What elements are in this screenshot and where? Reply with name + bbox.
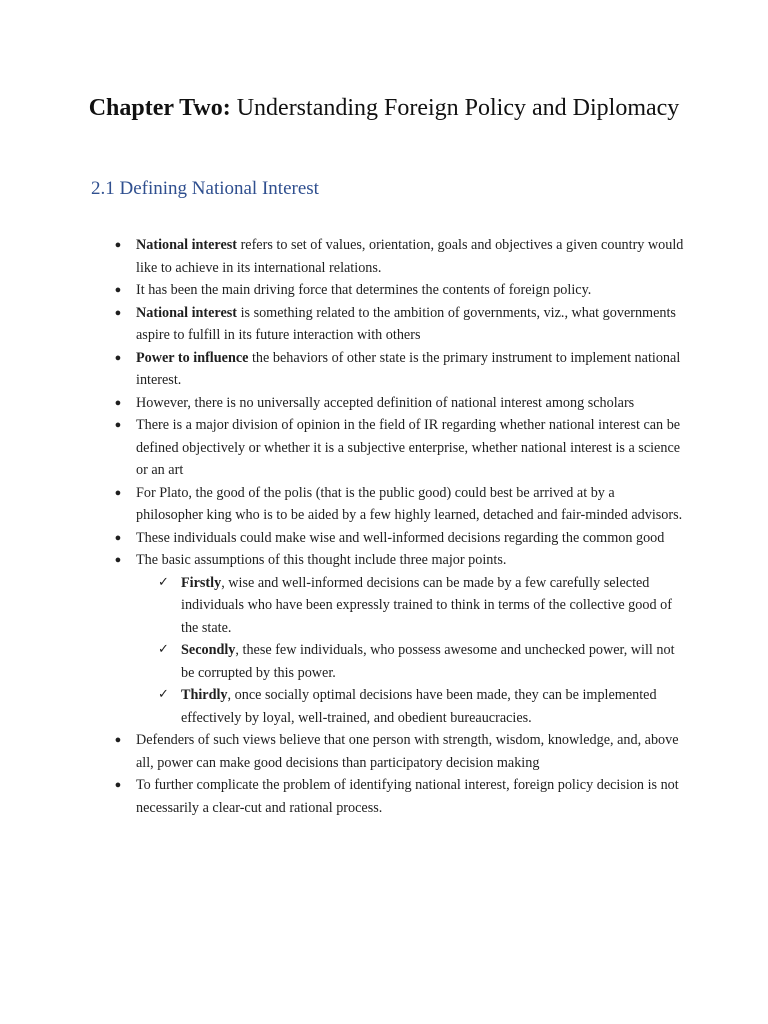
bullet-marker-icon: ●	[114, 486, 122, 499]
bullet-marker-icon: ●	[114, 306, 122, 319]
assumption-item	[136, 572, 684, 640]
bullet-text: Defenders of such views believe that one person with strength, wisdom, knowledge, and, above all, power can make good decisions than participatory decision making	[136, 732, 679, 771]
bullet-item	[0, 279, 768, 302]
bullet-marker-icon: ●	[114, 396, 122, 409]
bullet-marker-icon: ●	[114, 779, 122, 791]
bullet-item	[0, 527, 768, 550]
bullet-bold-term: Power to influence	[136, 349, 249, 366]
assumption-item	[136, 639, 684, 684]
assumption-text: , once socially optimal decisions have been made, they can be implemented effectively by loyal, well-trained, and obedient bureaucracies.	[181, 687, 657, 726]
assumption-bold-term: Firstly	[181, 574, 222, 591]
bullet-item	[0, 774, 768, 819]
bullet-text: It has been the main driving force that determines the contents of foreign policy.	[136, 282, 592, 298]
bullet-text: is something related to the ambition of governments, viz., what governments aspire to fulfill in its future interaction with others	[136, 304, 676, 343]
assumption-item	[136, 684, 684, 729]
bullet-item	[0, 392, 768, 415]
bullet-bold-term: National interest	[136, 237, 238, 253]
checkmark-icon: ✓	[158, 574, 169, 590]
bullet-bold-term: National interest	[136, 304, 238, 321]
bullet-text: The basic assumptions of this thought include three major points.	[136, 552, 507, 568]
bullet-text: refers to set of values, orientation, goals and objectives a given country would like to achieve in its international relations.	[136, 237, 684, 276]
bullet-text: For Plato, the good of the polis (that is the public good) could best be arrived at by a philosopher king who is to be aided by a few highly learned, detached and fair-minded advisors.	[136, 484, 683, 523]
bullet-marker-icon: ●	[114, 554, 122, 566]
bullet-text: There is a major division of opinion in the field of IR regarding whether national interest can be defined objectively or whether it is a subjective enterprise, whether national interest is a science or an art	[136, 417, 681, 478]
bullet-marker-icon: ●	[114, 284, 122, 296]
bullet-item	[0, 234, 768, 279]
bullet-item	[0, 729, 768, 774]
assumption-text: , wise and well-informed decisions can be made by a few carefully selected individuals who have been expressly trained to think in terms of the collective good of the state.	[181, 574, 672, 636]
assumption-text: , these few individuals, who possess awesome and unchecked power, will not be corrupted by this power.	[181, 642, 675, 681]
bullet-text: However, there is no universally accepted definition of national interest among scholars	[136, 394, 635, 411]
bullet-marker-icon: ●	[114, 351, 122, 364]
assumption-bold-term: Thirdly	[181, 687, 228, 703]
checkmark-icon: ✓	[158, 642, 169, 657]
chapter-title	[60, 89, 708, 127]
bullet-text: To further complicate the problem of identifying national interest, foreign policy decision is not necessarily a clear-cut and rational process.	[136, 777, 679, 816]
bullet-marker-icon: ●	[114, 734, 122, 746]
assumption-bold-term: Secondly	[181, 642, 236, 658]
checkmark-icon: ✓	[158, 687, 169, 702]
bullet-item	[0, 347, 768, 392]
bullet-item	[0, 549, 768, 729]
bullet-item	[0, 302, 768, 347]
bullet-text: These individuals could make wise and well-informed decisions regarding the common good	[136, 529, 665, 546]
bullet-marker-icon: ●	[114, 419, 122, 431]
bullet-item	[0, 414, 768, 482]
chapter-title-text: Understanding Foreign Policy and Diplomacy	[230, 95, 680, 121]
assumptions-list	[136, 572, 684, 730]
bullet-marker-icon: ●	[114, 239, 122, 251]
bullet-text: the behaviors of other state is the primary instrument to implement national interest.	[136, 349, 681, 388]
bullet-list	[0, 234, 768, 819]
bullet-item	[0, 482, 768, 527]
section-heading: 2.1 Defining National Interest	[91, 178, 319, 199]
chapter-title-lead: Chapter Two:	[88, 95, 231, 121]
bullet-marker-icon: ●	[114, 531, 122, 544]
